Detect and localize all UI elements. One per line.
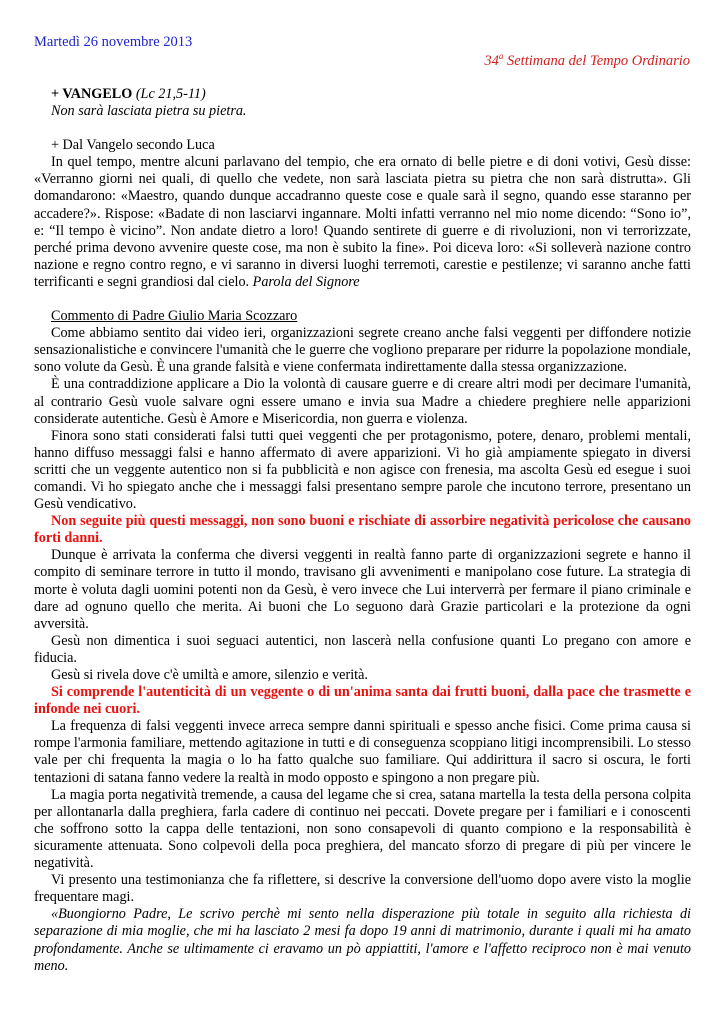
gospel-subtitle: Non sarà lasciata pietra su pietra. bbox=[51, 103, 247, 120]
commentary-paragraph: La frequenza di falsi veggenti invece arreca sempre danni spirituali e spesso anche fisici. Come prima causa si rompe l'armonia familiare, mettendo agitazione in tutti e di conseguenza scoppiano litigi incomprensibili. Lo stesso vale per chi frequenta la magia o lo ha fatto qualche suo familiare. Qui addirittura il sacro si oscura, le forti tentazioni di satana fanno vedere la realtà in modo opposto e spingono a non pregare più. bbox=[34, 718, 691, 786]
testimony-quote: «Buongiorno Padre, Le scrivo perchè mi sento nella disperazione più totale in seguito alla richiesta di separazione di mia moglie, che mi ha lasciato 2 mesi fa dopo 19 anni di matrimonio, durante i quali mi ha amato profondamente. Anche se ultimamente ci eravamo un pò appiattiti, l'amore e l'affetto reciproco non è mai venuto meno. bbox=[34, 906, 691, 974]
gospel-reference: (Lc 21,5-11) bbox=[132, 86, 206, 102]
gospel-title-label: + VANGELO bbox=[51, 86, 133, 102]
commentary-highlight: Si comprende l'autenticità di un veggente o di un'anima santa dai frutti buoni, dalla pace che trasmette e infonde nei cuori. bbox=[34, 684, 691, 718]
commentary-paragraph: Dunque è arrivata la conferma che diversi veggenti in realtà fanno parte di organizzazioni segrete e hanno il compito di seminare terrore in tutto il mondo, travisano gli avvenimenti e manipolano cose future. La strategia di morte è voluta dagli uomini potenti non da Gesù, è vero invece che Lui interverrà per fermare il piano criminale e dare ad ognuno quello che merita. Ai buoni che Lo seguono darà Grazie particolari e la protezione da ogni avversità. bbox=[34, 547, 691, 632]
gospel-text bbox=[34, 154, 691, 291]
week-text: Settimana del Tempo Ordinario bbox=[503, 52, 690, 69]
commentary-paragraph: Come abbiamo sentito dai video ieri, organizzazioni segrete creano anche falsi veggenti per diffondere notizie sensazionalistiche e convincere l'umanità che le guerre che vogliono preparare per ridurre la popolazione mondiale, sono volute da Gesù. È una grande falsità e viene confermata indirettamente dalla stessa organizzazione. bbox=[34, 325, 691, 376]
liturgical-week bbox=[484, 51, 690, 70]
week-number: 34 bbox=[484, 52, 499, 69]
commentary-paragraph: Gesù non dimentica i suoi seguaci autentici, non lascerà nella confusione quanti Lo pregano con amore e fiducia. bbox=[34, 632, 691, 666]
week-ordinal-suffix: a bbox=[498, 51, 504, 61]
commentary-heading bbox=[34, 308, 691, 325]
commentary-paragraph: La magia porta negatività tremende, a causa del legame che si crea, satana martella la testa della persona colpita per allontanarla dalla preghiera, farla cadere di continuo nei peccati. Dovete pregare per i familiari e i conoscenti che soffrono sotto la cappa delle tentazioni, non sono consapevoli di quanto compiono e la responsabilità è sicuramente attenuata. Sono colpevoli della poca preghiera, del mancato sforzo di pregare di più per vincere le negatività. bbox=[34, 786, 691, 872]
commentary-paragraph: Vi presento una testimonianza che fa riflettere, si descrive la conversione dell'uomo dopo avere visto la moglie frequentare magi. bbox=[34, 872, 691, 906]
document-body bbox=[34, 86, 691, 975]
commentary-heading-text: Commento di Padre Giulio Maria Scozzaro bbox=[51, 308, 298, 325]
commentary-paragraph: È una contraddizione applicare a Dio la volontà di causare guerre e di creare altri modi per decimare l'umanità, al contrario Gesù vuole salvare ogni essere umano e invia sua Madre a chiedere preghiere nelle apparizioni considerate autentiche. Gesù è Amore e Misericordia, non guerra e violenza. bbox=[34, 376, 691, 427]
commentary-paragraph: Gesù si rivela dove c'è umiltà e amore, silenzio e verità. bbox=[51, 667, 368, 683]
gospel-text-body: In quel tempo, mentre alcuni parlavano del tempio, che era ornato di belle pietre e di doni votivi, Gesù disse: «Verranno giorni nei quali, di quello che vedete, non sarà lasciata pietra su pietra che non sarà distrutta». Gli domandarono: «Maestro, quando dunque accadranno queste cose e quale sarà il segno, quando esse staranno per accadere?». Rispose: «Badate di non lasciarvi ingannare. Molti infatti verranno nel mio nome dicendo: “Sono io”, e: “Il tempo è vicino”. Non andate dietro a loro! Quando sentirete di guerre e di rivoluzioni, non vi terrorizzate, perché prima devono avvenire queste cose, ma non è subito la fine». Poi diceva loro: «Si solleverà nazione contro nazione e regno contro regno, e vi saranno in diversi luoghi terremoti, carestie e pestilenze; vi saranno anche fatti terrificanti e segni grandiosi dal cielo. bbox=[34, 154, 691, 290]
gospel-closing: Parola del Signore bbox=[252, 273, 360, 290]
gospel-title bbox=[34, 86, 691, 103]
commentary-warning: Non seguite più questi messaggi, non sono buoni e rischiate di assorbire negatività pericolose che causano forti danni. bbox=[34, 513, 691, 547]
gospel-intro: + Dal Vangelo secondo Luca bbox=[51, 137, 215, 154]
date-line: Martedì 26 novembre 2013 bbox=[34, 34, 193, 50]
commentary-paragraph: Finora sono stati considerati falsi tutti quei veggenti che per protagonismo, potere, denaro, problemi mentali, hanno diffuso messaggi falsi e hanno affermato di avere apparizioni. Vi ho già ampiamente spiegato in diversi scritti che un veggente autentico non si fa pubblicità e non agisce con frenesia, ma ascolta Gesù ed esegue i suoi comandi. Vi ho spiegato anche che i messaggi falsi presentano sempre parole che incutono terrore, presentano un Gesù vendicativo. bbox=[34, 427, 691, 513]
